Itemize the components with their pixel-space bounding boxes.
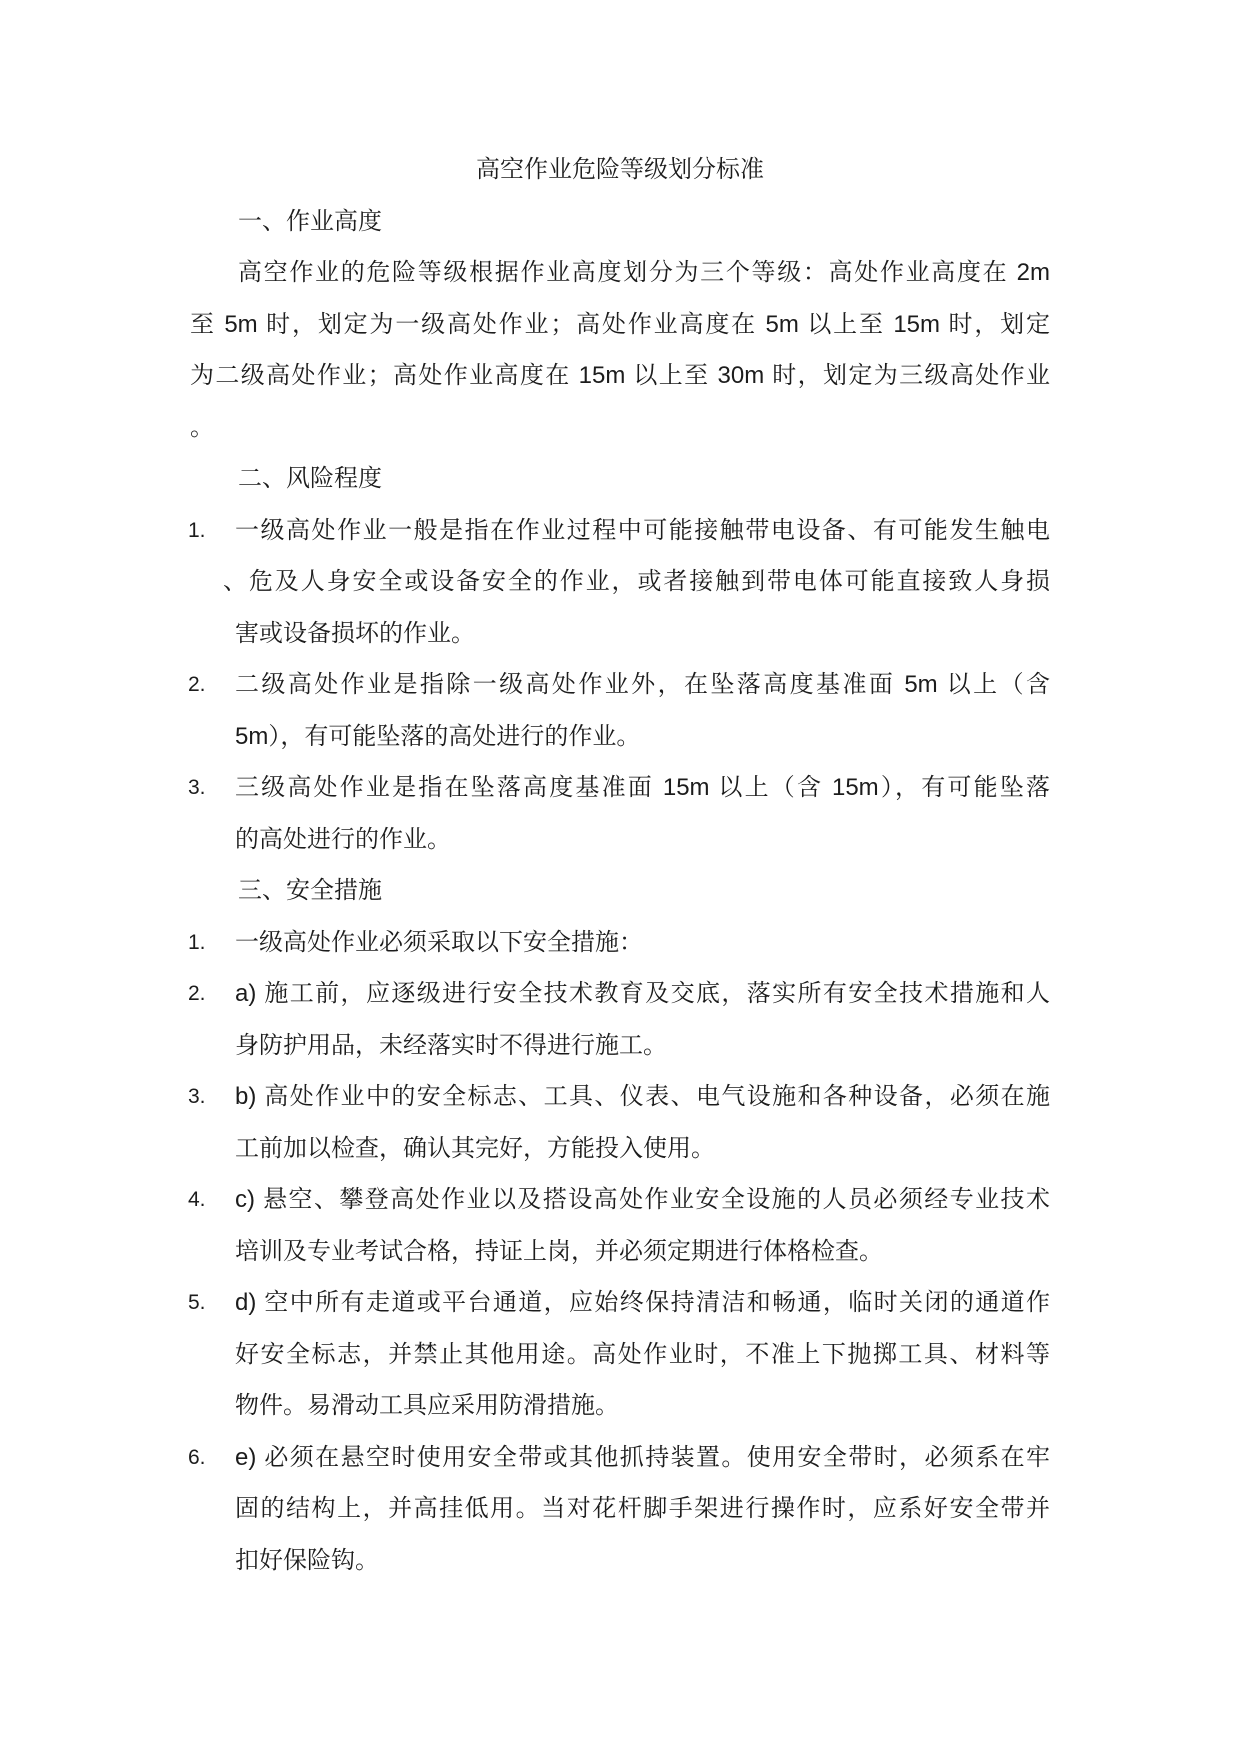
list-line: 、危及人身安全或设备安全的作业，或者接触到带电体可能直接致人身损 [223, 568, 1050, 595]
list-line: 害或设备损坏的作业。 [235, 619, 475, 647]
section-heading-safety-measures: 三、安全措施 [238, 877, 382, 904]
list-line: 身防护用品，未经落实时不得进行施工。 [235, 1031, 667, 1059]
list-item [188, 762, 1050, 865]
document-page [190, 144, 1050, 1586]
list-item [188, 1174, 1050, 1277]
list-item [188, 659, 1050, 762]
paragraph-line: 为二级高处作业；高处作业高度在 15m 以上至 30m 时，划定为三级高处作业 [190, 362, 1050, 389]
list-line: 物件。易滑动工具应采用防滑措施。 [235, 1392, 619, 1419]
list-line: a) 施工前，应逐级进行安全技术教育及交底，落实所有安全技术措施和人 [235, 980, 1050, 1007]
list-item [188, 968, 1050, 1071]
list-line: 好安全标志，并禁止其他用途。高处作业时，不准上下抛掷工具、材料等 [235, 1340, 1050, 1368]
paragraph-work-height [190, 247, 1050, 453]
document-title: 高空作业危险等级划分标准 [476, 156, 764, 183]
list-line: 培训及专业考试合格，持证上岗，并必须定期进行体格检查。 [235, 1237, 883, 1265]
list-number: 6. [188, 1445, 206, 1469]
list-number: 4. [188, 1188, 206, 1211]
list-number: 2. [188, 673, 206, 696]
list-item [188, 1277, 1050, 1432]
list-item [188, 1071, 1050, 1174]
list-line: 二级高处作业是指除一级高处作业外，在坠落高度基准面 5m 以上（含 [235, 671, 1050, 698]
paragraph-line: 。 [190, 413, 214, 441]
list-item [188, 917, 1050, 969]
list-line: 扣好保险钩。 [235, 1546, 379, 1574]
list-number: 2. [188, 982, 206, 1005]
list-line: b) 高处作业中的安全标志、工具、仪表、电气设施和各种设备，必须在施 [235, 1083, 1050, 1110]
paragraph-line: 高空作业的危险等级根据作业高度划分为三个等级：高处作业高度在 2m [238, 259, 1050, 286]
section-heading-risk-level: 二、风险程度 [238, 465, 382, 492]
list-line: e) 必须在悬空时使用安全带或其他抓持装置。使用安全带时，必须系在牢 [235, 1443, 1050, 1471]
list-item [188, 505, 1050, 660]
list-number: 5. [188, 1291, 206, 1314]
list-number: 1. [188, 518, 206, 542]
list-line: 三级高处作业是指在坠落高度基准面 15m 以上（含 15m），有可能坠落 [235, 774, 1050, 801]
list-line: 的高处进行的作业。 [235, 825, 451, 853]
list-number: 3. [188, 776, 206, 799]
list-line: 5m），有可能坠落的高处进行的作业。 [235, 722, 641, 750]
list-line: d) 空中所有走道或平台通道，应始终保持清洁和畅通，临时关闭的通道作 [235, 1289, 1050, 1316]
list-number: 1. [188, 930, 206, 954]
paragraph-line: 至 5m 时，划定为一级高处作业；高处作业高度在 5m 以上至 15m 时，划定 [190, 310, 1050, 338]
list-line: 工前加以检查，确认其完好，方能投入使用。 [235, 1134, 715, 1162]
list-item [188, 1432, 1050, 1587]
list-line: 固的结构上，并高挂低用。当对花杆脚手架进行操作时，应系好安全带并 [235, 1495, 1050, 1522]
list-line: c) 悬空、攀登高处作业以及搭设高处作业安全设施的人员必须经专业技术 [235, 1186, 1050, 1213]
list-line: 一级高处作业必须采取以下安全措施： [235, 928, 643, 956]
list-line: 一级高处作业一般是指在作业过程中可能接触带电设备、有可能发生触电 [235, 516, 1050, 544]
section-heading-work-height: 一、作业高度 [238, 207, 382, 235]
list-number: 3. [188, 1085, 206, 1108]
